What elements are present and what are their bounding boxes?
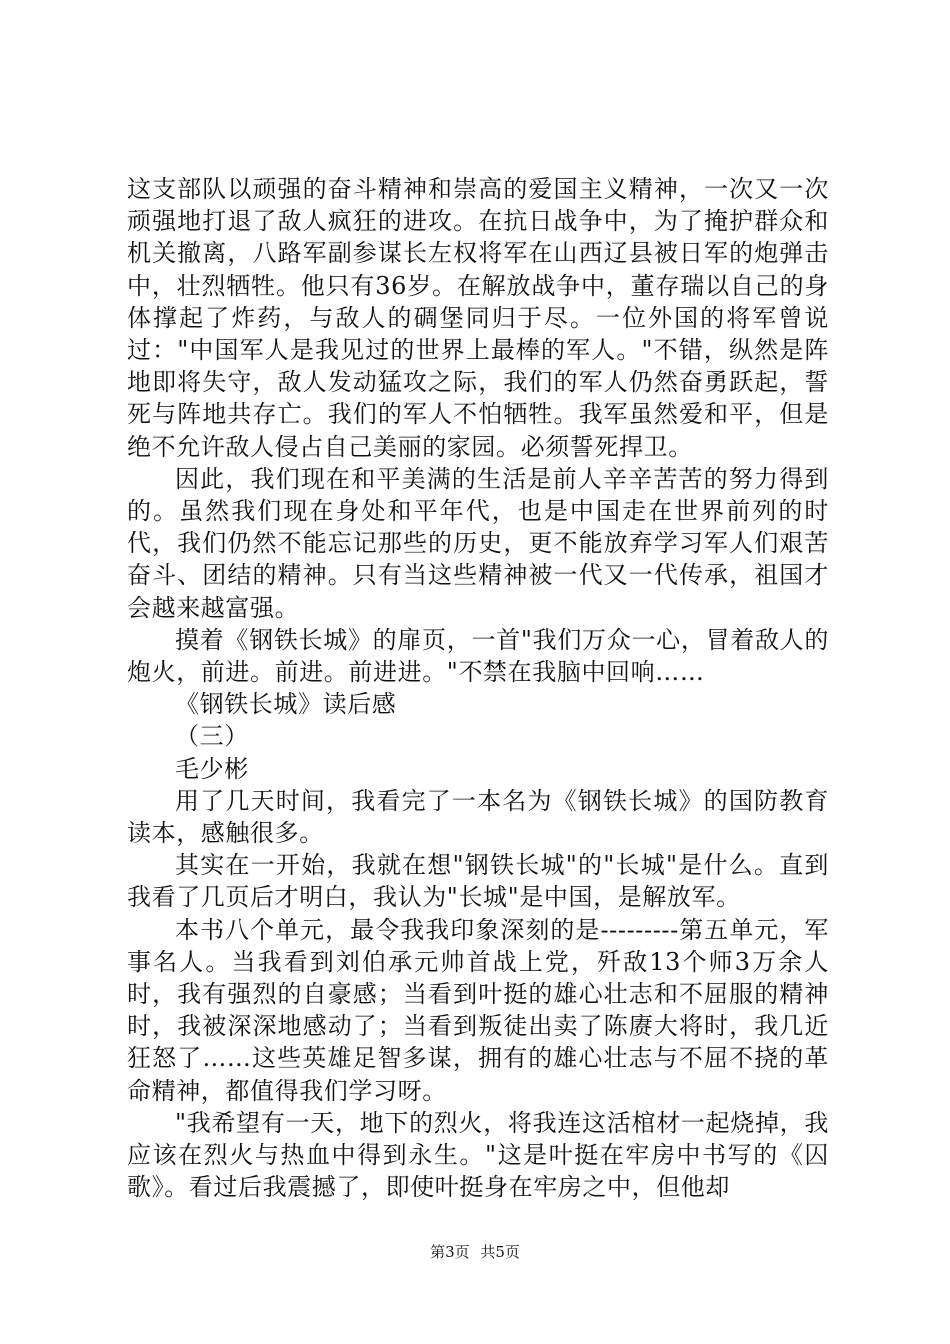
page-number: 第3页 xyxy=(430,1243,470,1261)
essay-section-number: （三） xyxy=(175,722,249,751)
paragraph: 因此，我们现在和平美满的生活是前人辛辛苦苦的努力得到的。虽然我们现在身处和平年代，也是中国走在世界前列的时代，我们仍然不能忘记那些的历史，更不能放弃学习军人们艰苦奋斗、团结的精神。只有当这些精神被一代又一代传承，祖国才会越来越富强。 xyxy=(127,464,829,622)
page-footer xyxy=(0,1242,950,1262)
paragraph: 其实在一开始，我就在想"钢铁长城"的"长城"是什么。直到我看了几页后才明白，我认为"长城"是中国，是解放军。 xyxy=(127,851,829,912)
paragraph: 本书八个单元，最令我我印象深刻的是---------第五单元，军事名人。当我看到刘伯承元帅首战上党，歼敌13个师3万余人时，我有强烈的自豪感；当看到叶挺的雄心壮志和不屈服的精神时，我被深深地感动了；当看到叛徒出卖了陈赓大将时，我几近狂怒了……这些英雄足智多谋，拥有的雄心壮志与不屈不挠的革命精神，都值得我们学习呀。 xyxy=(127,915,829,1105)
paragraph: 摸着《钢铁长城》的扉页，一首"我们万众一心，冒着敌人的炮火，前进。前进。前进进。"不禁在我脑中回响…… xyxy=(127,625,829,687)
paragraph: "我希望有一天，地下的烈火，将我连这活棺材一起烧掉，我应该在烈火与热血中得到永生。"这是叶挺在牢房中书写的《囚歌》。看过后我震撼了，即使叶挺身在牢房之中，但他却 xyxy=(127,1108,829,1202)
essay-title: 《钢铁长城》读后感 xyxy=(175,690,397,719)
essay-author: 毛少彬 xyxy=(175,754,249,783)
paragraph: 用了几天时间，我看完了一本名为《钢铁长城》的国防教育读本，感触很多。 xyxy=(127,786,829,848)
paragraph-continuation: 这支部队以顽强的奋斗精神和崇高的爱国主义精神，一次又一次顽强地打退了敌人疯狂的进攻。在抗日战争中，为了掩护群众和机关撤离，八路军副参谋长左权将军在山西辽县被日军的炮弹击中，壮烈牺牲。他只有36岁。在解放战争中，董存瑞以自己的身体撑起了炸药，与敌人的碉堡同归于尽。一位外国的将军曾说过："中国军人是我见过的世界上最棒的军人。"不错，纵然是阵地即将失守，敌人发动猛攻之际，我们的军人仍然奋勇跃起，誓死与阵地共存亡。我们的军人不怕牺牲。我军虽然爱和平，但是绝不允许敌人侵占自己美丽的家园。必须誓死捍卫。 xyxy=(127,175,829,461)
document-body xyxy=(127,173,829,1204)
page-total: 共5页 xyxy=(480,1243,520,1261)
